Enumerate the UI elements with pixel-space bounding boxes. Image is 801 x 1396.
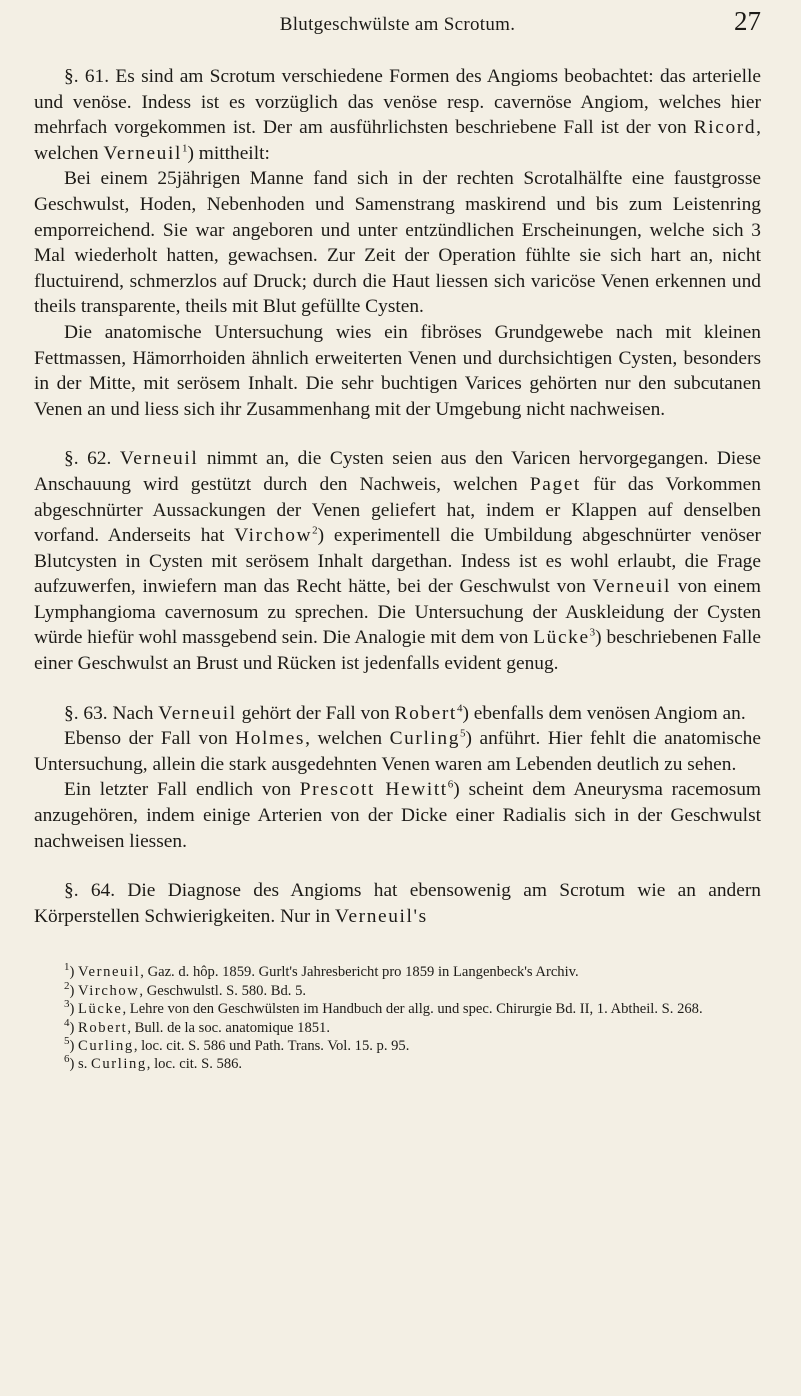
footnote: [34, 963, 761, 981]
paragraph: [34, 320, 761, 422]
author-name: Ricord: [693, 117, 757, 139]
author-name: Curling: [78, 1038, 134, 1055]
text-run: , welchen: [34, 117, 761, 164]
author-name: Verneuil's: [335, 905, 428, 927]
text-run: ) ebenfalls dem venösen Angiom an.: [462, 702, 746, 724]
text-run: , loc. cit. S. 586.: [146, 1056, 243, 1073]
footnote-ref: 4: [64, 1016, 70, 1029]
paragraph: [34, 166, 761, 320]
text-run: ): [69, 964, 79, 981]
text-run: , Bull. de la soc. anatomique 1851.: [127, 1019, 330, 1036]
author-name: Verneuil: [119, 448, 199, 470]
text-run: §. 62.: [64, 448, 120, 470]
text-run: für das Vorkommen abgeschnürter Aussackungen der Venen geliefert hat, indem er Klappen auf denselben vorfand. Anderseits hat: [34, 473, 761, 547]
author-name: Verneuil: [592, 576, 672, 598]
body-text: [34, 64, 761, 929]
footnote: [34, 979, 761, 1000]
author-name: Robert: [394, 702, 457, 724]
author-name: Curling: [91, 1056, 147, 1073]
footnote-ref: 3: [589, 627, 596, 639]
paragraph: [34, 446, 761, 676]
footnote-ref: 5: [64, 1035, 70, 1048]
paragraph: [34, 878, 761, 929]
text-run: ): [69, 982, 79, 999]
text-run: , Lehre von den Geschwülsten im Handbuch der allg. und spec. Chirurgie Bd. II, 1. Abtheil. S. 268.: [122, 1001, 703, 1018]
running-title: Blutgeschwülste am Scrotum.: [279, 14, 516, 35]
page-number: 27: [734, 6, 761, 36]
text-run: , welchen: [305, 728, 390, 750]
text-run: §. 61. Es sind am Scrotum verschiedene Formen des Angioms beobachtet: das arterielle und venöse. Indess ist es vorzüglich das venöse resp. cavernöse Angiom, welches hier mehrfach vorgekommen ist. Der am ausführlichsten beschriebene Fall ist der von: [34, 66, 761, 139]
footnote-ref: 2: [64, 979, 70, 992]
text-run: ) experimentell die Umbildung abgeschnürter venöser Blutcysten in Cysten mit serösem Inhalt dargethan. Indess ist es wohl erlaubt, die Frage aufzuwerfen, inwiefern man das Recht hätte, bei der Geschwulst von: [34, 525, 761, 598]
text-run: ): [69, 1038, 79, 1055]
paragraph: [34, 701, 761, 727]
footnote: [34, 1037, 761, 1055]
page-header: [34, 0, 761, 60]
text-run: von einem Lymphangioma cavernosum zu sprechen. Die Untersuchung der Auskleidung der Cysten würde hiefür wohl massgebend sein. Die Analogie mit dem von: [34, 576, 761, 649]
text-run: nimmt an, die Cysten seien aus den Varicen hervorgegangen. Diese Anschauung wird gestützt durch den Nachweis, welchen: [34, 448, 761, 495]
text-run: §. 64. Die Diagnose des Angioms hat ebensowenig am Scrotum wie an andern Körperstellen Schwierigkeiten. Nur in: [34, 880, 761, 927]
footnotes: [34, 963, 761, 1073]
text-run: , loc. cit. S. 586 und Path. Trans. Vol. 15. p. 95.: [133, 1038, 410, 1055]
text-run: ) s.: [69, 1056, 91, 1073]
author-name: Holmes: [235, 728, 306, 750]
author-name: Robert: [78, 1019, 128, 1036]
text-run: ): [69, 1001, 79, 1018]
author-name: Paget: [529, 473, 581, 495]
author-name: Lücke: [533, 627, 590, 649]
text-run: Ebenso der Fall von: [64, 728, 236, 750]
footnote: [34, 1000, 761, 1018]
text-run: §. 63. Nach: [64, 702, 159, 724]
text-run: ) mittheilt:: [187, 142, 270, 164]
author-name: Prescott Hewitt: [299, 779, 448, 801]
text-run: , Geschwulstl. S. 580. Bd. 5.: [139, 982, 307, 999]
text-run: Ein letzter Fall endlich von: [64, 779, 300, 801]
paragraph: [34, 726, 761, 777]
text-run: ): [69, 1019, 79, 1036]
footnote: [34, 1016, 761, 1037]
text-run: gehört der Fall von: [236, 702, 395, 724]
text-run: , Gaz. d. hôp. 1859. Gurlt's Jahresbericht pro 1859 in Langenbeck's Archiv.: [140, 964, 579, 981]
author-name: Curling: [389, 728, 461, 750]
footnote-ref: 5: [460, 727, 466, 740]
author-name: Verneuil: [103, 142, 182, 164]
author-name: Verneuil: [158, 702, 237, 724]
footnote-ref: 4: [456, 702, 463, 715]
footnote-ref: 6: [447, 778, 454, 791]
author-name: Virchow: [234, 525, 313, 547]
text-run: ) beschriebenen Falle einer Geschwulst an Brust und Rücken ist jedenfalls evident genug.: [34, 627, 761, 675]
footnote-ref: 6: [64, 1053, 70, 1066]
author-name: Lücke: [78, 1001, 123, 1018]
footnote-ref: 1: [64, 961, 70, 974]
author-name: Virchow: [78, 982, 140, 999]
text-run: Bei einem 25jährigen Manne fand sich in der rechten Scrotalhälfte eine faustgrosse Geschwulst, Hoden, Nebenhoden und Samenstrang maskirend und bis zum Leistenring emporreichend. Sie war angeboren und unter entzündlichen Erscheinungen, welche sich 3 Mal wiederholt hatten, gewachsen. Zur Zeit der Operation fühlte sie sich hart an, nicht fluctuirend, schmerzlos auf Druck; durch die Haut liessen sich varicöse Venen erkennen und theils transparente, theils mit Blut gefüllte Cysten.: [34, 168, 761, 318]
footnote-ref: 1: [181, 142, 188, 155]
author-name: Verneuil: [78, 964, 141, 981]
text-run: Die anatomische Untersuchung wies ein fibröses Grundgewebe nach mit kleinen Fettmassen, Hämorrhoiden ähnlich erweiterten Venen und durchsichtigen Cysten, besonders in der Mitte, mit serösem Inhalt. Die sehr buchtigen Varices gehörten nur den subcutanen Venen an und liess sich ihr Zusammenhang mit der Umgebung nicht nachweisen.: [34, 321, 761, 420]
text-run: ) scheint dem Aneurysma racemosum anzugehören, indem einige Arterien von der Dicke einer Radialis sich in der Geschwulst nachweisen liessen.: [34, 779, 761, 852]
paragraph: [34, 64, 761, 166]
footnote-ref: 3: [64, 998, 70, 1011]
paragraph: [34, 777, 761, 854]
text-run: ) anführt. Hier fehlt die anatomische Untersuchung, allein die stark ausgedehnten Venen waren am Lebenden deutlich zu sehen.: [34, 728, 761, 775]
footnote: [34, 1055, 761, 1073]
footnote-ref: 2: [312, 524, 318, 537]
